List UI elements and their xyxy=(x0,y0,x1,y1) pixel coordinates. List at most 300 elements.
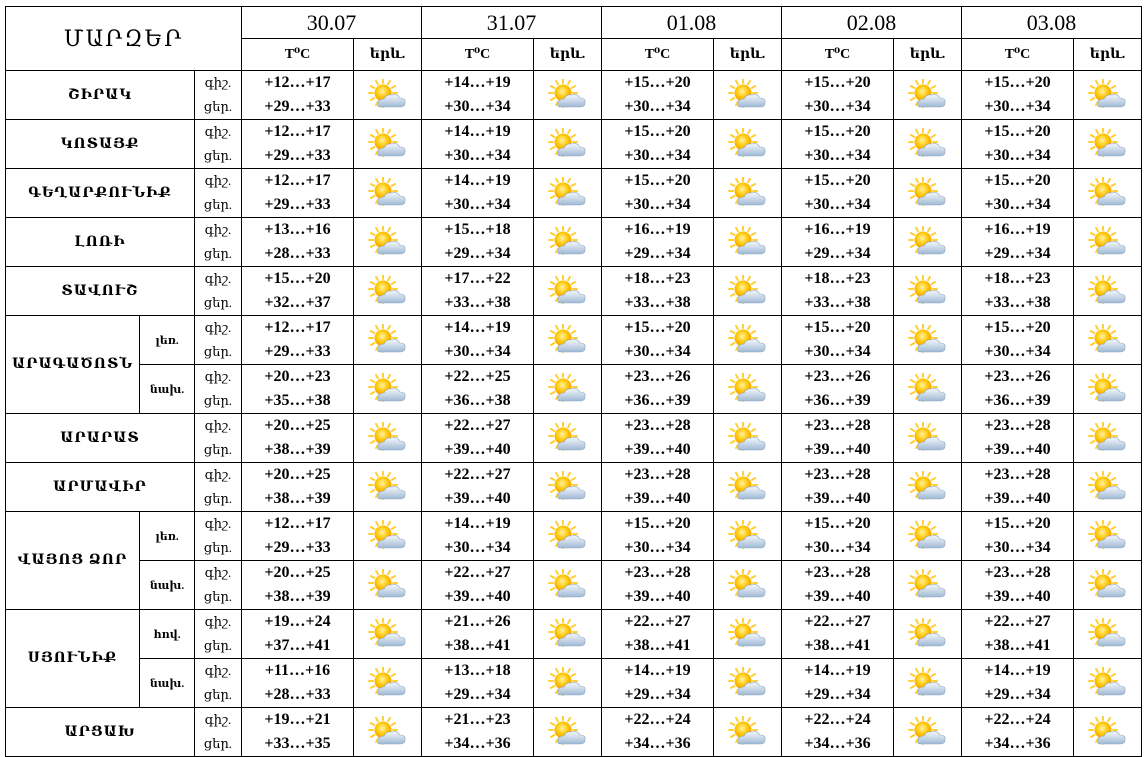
night-temperature: +15…+20 xyxy=(984,123,1051,140)
temperature-cell xyxy=(242,316,354,365)
partly-cloudy-icon xyxy=(894,471,961,503)
night-label: գիշ. xyxy=(204,173,232,188)
weather-cell xyxy=(354,316,422,365)
night-temperature: +16…+19 xyxy=(804,221,871,238)
temperature-cell xyxy=(782,561,894,610)
partly-cloudy-icon xyxy=(354,226,421,258)
night-temperature: +15…+20 xyxy=(984,74,1051,91)
day-temperature: +29…+34 xyxy=(444,686,511,703)
night-temperature: +23…+28 xyxy=(804,417,871,434)
partly-cloudy-icon xyxy=(894,128,961,160)
temperature-cell xyxy=(602,169,714,218)
partly-cloudy-icon xyxy=(714,324,781,356)
partly-cloudy-icon xyxy=(894,226,961,258)
weather-cell xyxy=(534,169,602,218)
day-temperature: +39…+40 xyxy=(624,588,691,605)
night-temperature: +23…+28 xyxy=(624,466,691,483)
weather-cell xyxy=(894,463,962,512)
table-row xyxy=(6,610,1142,659)
temperature-cell xyxy=(422,708,534,757)
night-temperature: +19…+21 xyxy=(264,711,331,728)
night-label: գիշ. xyxy=(204,516,232,531)
weather-cell xyxy=(1074,659,1142,708)
weather-cell xyxy=(1074,708,1142,757)
time-of-day-labels xyxy=(195,708,242,757)
weather-cell xyxy=(1074,218,1142,267)
temperature-cell xyxy=(422,267,534,316)
weather-cell xyxy=(714,71,782,120)
partly-cloudy-icon xyxy=(1074,79,1141,111)
day-temperature: +30…+34 xyxy=(444,539,511,556)
temperature-cell xyxy=(782,414,894,463)
weather-cell xyxy=(714,512,782,561)
partly-cloudy-icon xyxy=(714,520,781,552)
time-of-day-labels xyxy=(195,561,242,610)
weather-cell xyxy=(534,267,602,316)
partly-cloudy-icon xyxy=(714,128,781,160)
night-temperature: +15…+20 xyxy=(804,74,871,91)
day-temperature: +30…+34 xyxy=(984,343,1051,360)
partly-cloudy-icon xyxy=(894,422,961,454)
sub-region-label: նախ. xyxy=(140,561,195,610)
night-temperature: +22…+25 xyxy=(444,368,511,385)
day-temperature: +30…+34 xyxy=(444,343,511,360)
weather-cell xyxy=(894,708,962,757)
temperature-cell xyxy=(602,659,714,708)
sub-region-label: նախ. xyxy=(140,659,195,708)
partly-cloudy-icon xyxy=(354,128,421,160)
date-header: 01.08 xyxy=(602,7,782,39)
partly-cloudy-icon xyxy=(534,422,601,454)
day-temperature: +30…+34 xyxy=(984,98,1051,115)
weather-cell xyxy=(354,120,422,169)
weather-cell xyxy=(714,414,782,463)
night-temperature: +11…+16 xyxy=(264,662,331,679)
day-temperature: +39…+40 xyxy=(444,441,511,458)
night-temperature: +14…+19 xyxy=(804,662,871,679)
table-row xyxy=(6,218,1142,267)
night-temperature: +15…+20 xyxy=(624,319,691,336)
weather-cell xyxy=(714,316,782,365)
night-temperature: +17…+22 xyxy=(444,270,511,287)
weather-cell xyxy=(1074,561,1142,610)
temperature-cell xyxy=(422,316,534,365)
temperature-cell xyxy=(242,610,354,659)
partly-cloudy-icon xyxy=(534,471,601,503)
night-temperature: +15…+20 xyxy=(804,319,871,336)
temperature-cell xyxy=(782,169,894,218)
temperature-cell xyxy=(962,267,1074,316)
partly-cloudy-icon xyxy=(1074,373,1141,405)
weather-cell xyxy=(354,708,422,757)
night-temperature: +22…+24 xyxy=(624,711,691,728)
night-temperature: +22…+24 xyxy=(804,711,871,728)
night-temperature: +22…+27 xyxy=(984,613,1051,630)
day-temperature: +29…+34 xyxy=(984,686,1051,703)
temperature-cell xyxy=(962,512,1074,561)
temperature-cell xyxy=(962,659,1074,708)
day-temperature: +30…+34 xyxy=(624,539,691,556)
weather-cell xyxy=(534,365,602,414)
night-temperature: +22…+27 xyxy=(624,613,691,630)
temperature-cell xyxy=(422,414,534,463)
night-temperature: +23…+28 xyxy=(624,417,691,434)
night-label: գիշ. xyxy=(204,467,232,482)
partly-cloudy-icon xyxy=(714,716,781,748)
day-temperature: +29…+34 xyxy=(444,245,511,262)
temperature-cell xyxy=(422,463,534,512)
partly-cloudy-icon xyxy=(714,226,781,258)
night-temperature: +15…+20 xyxy=(624,123,691,140)
partly-cloudy-icon xyxy=(1074,128,1141,160)
temperature-cell xyxy=(962,316,1074,365)
night-temperature: +15…+20 xyxy=(264,270,331,287)
weather-cell xyxy=(1074,512,1142,561)
night-temperature: +12…+17 xyxy=(264,74,331,91)
weather-cell xyxy=(714,218,782,267)
temperature-cell xyxy=(422,610,534,659)
weather-cell xyxy=(1074,414,1142,463)
weather-cell xyxy=(354,414,422,463)
weather-cell xyxy=(714,463,782,512)
partly-cloudy-icon xyxy=(534,618,601,650)
night-temperature: +23…+28 xyxy=(804,466,871,483)
weather-cell xyxy=(534,414,602,463)
temperature-cell xyxy=(602,365,714,414)
night-temperature: +23…+26 xyxy=(804,368,871,385)
weather-cell xyxy=(354,169,422,218)
weather-cell xyxy=(894,169,962,218)
day-temperature: +30…+34 xyxy=(804,147,871,164)
partly-cloudy-icon xyxy=(894,177,961,209)
night-temperature: +18…+23 xyxy=(624,270,691,287)
temperature-cell xyxy=(422,561,534,610)
night-temperature: +14…+19 xyxy=(444,172,511,189)
day-temperature: +38…+39 xyxy=(264,441,331,458)
temperature-cell xyxy=(962,610,1074,659)
temperature-cell xyxy=(962,169,1074,218)
day-temperature: +30…+34 xyxy=(624,343,691,360)
partly-cloudy-icon xyxy=(894,373,961,405)
date-header: 03.08 xyxy=(962,7,1142,39)
night-temperature: +22…+27 xyxy=(444,417,511,434)
day-label: ցեր. xyxy=(203,99,233,114)
day-label: ցեր. xyxy=(203,344,233,359)
weather-cell xyxy=(354,218,422,267)
partly-cloudy-icon xyxy=(894,79,961,111)
weather-cell xyxy=(534,120,602,169)
weather-cell xyxy=(1074,71,1142,120)
weather-cell xyxy=(534,708,602,757)
temperature-cell xyxy=(242,218,354,267)
day-temperature: +39…+40 xyxy=(444,588,511,605)
temperature-cell xyxy=(602,463,714,512)
temperature-cell xyxy=(962,120,1074,169)
day-label: ցեր. xyxy=(203,393,233,408)
day-label: ցեր. xyxy=(203,687,233,702)
weather-cell xyxy=(534,512,602,561)
region-name: ՍՅՈՒՆԻՔ xyxy=(6,610,140,708)
partly-cloudy-icon xyxy=(1074,422,1141,454)
table-row xyxy=(6,169,1142,218)
region-name: ԿՈՏԱՅՔ xyxy=(6,120,195,169)
day-temperature: +29…+34 xyxy=(804,245,871,262)
day-temperature: +30…+34 xyxy=(444,98,511,115)
night-label: գիշ. xyxy=(204,565,232,580)
night-temperature: +15…+20 xyxy=(624,515,691,532)
partly-cloudy-icon xyxy=(1074,667,1141,699)
partly-cloudy-icon xyxy=(894,569,961,601)
region-name: ՏԱՎՈՒՇ xyxy=(6,267,195,316)
weather-cell xyxy=(1074,169,1142,218)
temperature-cell xyxy=(422,71,534,120)
temperature-cell xyxy=(422,120,534,169)
temperature-cell xyxy=(782,316,894,365)
region-name: ԳԵՂԱՐՔՈՒՆԻՔ xyxy=(6,169,195,218)
night-temperature: +23…+28 xyxy=(984,466,1051,483)
partly-cloudy-icon xyxy=(1074,324,1141,356)
day-temperature: +34…+36 xyxy=(624,735,691,752)
temperature-cell xyxy=(602,218,714,267)
day-temperature: +34…+36 xyxy=(444,735,511,752)
night-temperature: +20…+25 xyxy=(264,564,331,581)
night-temperature: +18…+23 xyxy=(804,270,871,287)
night-temperature: +23…+26 xyxy=(984,368,1051,385)
night-temperature: +14…+19 xyxy=(624,662,691,679)
day-temperature: +39…+40 xyxy=(984,588,1051,605)
night-label: գիշ. xyxy=(204,75,232,90)
weather-cell xyxy=(894,561,962,610)
partly-cloudy-icon xyxy=(714,569,781,601)
night-label: գիշ. xyxy=(204,614,232,629)
weather-cell xyxy=(894,120,962,169)
partly-cloudy-icon xyxy=(534,373,601,405)
weather-cell xyxy=(894,414,962,463)
partly-cloudy-icon xyxy=(534,275,601,307)
region-name: ԱՐՄԱՎԻՐ xyxy=(6,463,195,512)
day-label: ցեր. xyxy=(203,638,233,653)
table-row xyxy=(6,512,1142,561)
night-temperature: +15…+20 xyxy=(804,123,871,140)
weather-cell xyxy=(894,71,962,120)
night-temperature: +15…+20 xyxy=(984,172,1051,189)
temp-column-header: T⁰C xyxy=(602,39,714,71)
partly-cloudy-icon xyxy=(1074,275,1141,307)
night-label: գիշ. xyxy=(204,418,232,433)
temperature-cell xyxy=(602,71,714,120)
region-name: ԱՐԱՐԱՏ xyxy=(6,414,195,463)
temperature-cell xyxy=(242,365,354,414)
day-temperature: +38…+39 xyxy=(264,588,331,605)
partly-cloudy-icon xyxy=(1074,226,1141,258)
partly-cloudy-icon xyxy=(354,520,421,552)
sub-region-label: լեռ. xyxy=(140,316,195,365)
day-temperature: +30…+34 xyxy=(444,196,511,213)
day-temperature: +38…+41 xyxy=(804,637,871,654)
night-temperature: +15…+20 xyxy=(624,172,691,189)
time-of-day-labels xyxy=(195,610,242,659)
weather-cell xyxy=(714,169,782,218)
date-header-row xyxy=(6,7,1142,39)
day-temperature: +30…+34 xyxy=(804,343,871,360)
partly-cloudy-icon xyxy=(534,520,601,552)
temperature-cell xyxy=(242,708,354,757)
temperature-cell xyxy=(422,659,534,708)
weather-column-header: երև. xyxy=(1074,39,1142,71)
night-temperature: +15…+18 xyxy=(444,221,511,238)
table-row xyxy=(6,708,1142,757)
night-temperature: +23…+28 xyxy=(624,564,691,581)
table-row xyxy=(6,316,1142,365)
day-temperature: +38…+39 xyxy=(264,490,331,507)
day-label: ցեր. xyxy=(203,589,233,604)
weather-cell xyxy=(1074,365,1142,414)
table-row xyxy=(6,365,1142,414)
partly-cloudy-icon xyxy=(1074,520,1141,552)
partly-cloudy-icon xyxy=(714,471,781,503)
partly-cloudy-icon xyxy=(354,275,421,307)
table-row xyxy=(6,463,1142,512)
temperature-cell xyxy=(422,218,534,267)
night-temperature: +14…+19 xyxy=(444,515,511,532)
weather-cell xyxy=(534,463,602,512)
sub-region-label: նախ. xyxy=(140,365,195,414)
night-label: գիշ. xyxy=(204,222,232,237)
partly-cloudy-icon xyxy=(894,667,961,699)
partly-cloudy-icon xyxy=(714,177,781,209)
temperature-cell xyxy=(422,512,534,561)
temp-column-header: T⁰C xyxy=(422,39,534,71)
night-temperature: +22…+27 xyxy=(804,613,871,630)
temperature-cell xyxy=(782,659,894,708)
day-label: ցեր. xyxy=(203,442,233,457)
time-of-day-labels xyxy=(195,316,242,365)
date-header: 31.07 xyxy=(422,7,602,39)
night-temperature: +20…+25 xyxy=(264,417,331,434)
weather-cell xyxy=(534,659,602,708)
weather-cell xyxy=(894,316,962,365)
partly-cloudy-icon xyxy=(1074,471,1141,503)
partly-cloudy-icon xyxy=(894,324,961,356)
temperature-cell xyxy=(602,120,714,169)
partly-cloudy-icon xyxy=(1074,177,1141,209)
day-temperature: +30…+34 xyxy=(984,196,1051,213)
day-label: ցեր. xyxy=(203,197,233,212)
temperature-cell xyxy=(962,708,1074,757)
temperature-cell xyxy=(962,414,1074,463)
weather-cell xyxy=(354,71,422,120)
weather-column-header: երև. xyxy=(354,39,422,71)
forecast-body xyxy=(6,71,1142,757)
weather-cell xyxy=(894,610,962,659)
weather-cell xyxy=(714,365,782,414)
night-temperature: +23…+28 xyxy=(984,417,1051,434)
night-temperature: +21…+23 xyxy=(444,711,511,728)
sub-region-label: հով. xyxy=(140,610,195,659)
day-temperature: +28…+33 xyxy=(264,686,331,703)
date-header: 30.07 xyxy=(242,7,422,39)
weather-cell xyxy=(354,365,422,414)
day-temperature: +38…+41 xyxy=(444,637,511,654)
weather-cell xyxy=(534,561,602,610)
temperature-cell xyxy=(962,218,1074,267)
time-of-day-labels xyxy=(195,463,242,512)
night-temperature: +15…+20 xyxy=(624,74,691,91)
night-temperature: +13…+16 xyxy=(264,221,331,238)
table-row xyxy=(6,659,1142,708)
partly-cloudy-icon xyxy=(714,79,781,111)
weather-cell xyxy=(714,659,782,708)
temperature-cell xyxy=(782,218,894,267)
night-temperature: +18…+23 xyxy=(984,270,1051,287)
day-temperature: +28…+33 xyxy=(264,245,331,262)
partly-cloudy-icon xyxy=(354,716,421,748)
weather-cell xyxy=(1074,610,1142,659)
weather-cell xyxy=(714,708,782,757)
partly-cloudy-icon xyxy=(534,716,601,748)
weather-cell xyxy=(1074,316,1142,365)
partly-cloudy-icon xyxy=(714,373,781,405)
time-of-day-labels xyxy=(195,414,242,463)
partly-cloudy-icon xyxy=(1074,716,1141,748)
day-temperature: +34…+36 xyxy=(984,735,1051,752)
night-label: գիշ. xyxy=(204,271,232,286)
night-temperature: +19…+24 xyxy=(264,613,331,630)
region-name: ՎԱՅՈՑ ՁՈՐ xyxy=(6,512,140,610)
day-temperature: +29…+34 xyxy=(984,245,1051,262)
weather-cell xyxy=(354,463,422,512)
day-temperature: +29…+33 xyxy=(264,147,331,164)
weather-cell xyxy=(894,512,962,561)
night-label: գիշ. xyxy=(204,124,232,139)
night-label: գիշ. xyxy=(204,712,232,727)
weather-cell xyxy=(714,610,782,659)
day-temperature: +29…+33 xyxy=(264,196,331,213)
night-temperature: +22…+27 xyxy=(444,564,511,581)
day-temperature: +30…+34 xyxy=(624,196,691,213)
night-temperature: +14…+19 xyxy=(984,662,1051,679)
weather-cell xyxy=(1074,267,1142,316)
temperature-cell xyxy=(422,169,534,218)
day-temperature: +38…+41 xyxy=(984,637,1051,654)
partly-cloudy-icon xyxy=(354,177,421,209)
night-temperature: +14…+19 xyxy=(444,74,511,91)
weather-cell xyxy=(354,659,422,708)
day-temperature: +29…+33 xyxy=(264,98,331,115)
day-temperature: +29…+34 xyxy=(624,686,691,703)
time-of-day-labels xyxy=(195,218,242,267)
temperature-cell xyxy=(242,512,354,561)
partly-cloudy-icon xyxy=(894,520,961,552)
day-temperature: +30…+34 xyxy=(624,147,691,164)
partly-cloudy-icon xyxy=(714,618,781,650)
day-temperature: +30…+34 xyxy=(444,147,511,164)
day-temperature: +39…+40 xyxy=(444,490,511,507)
night-temperature: +12…+17 xyxy=(264,319,331,336)
day-temperature: +36…+38 xyxy=(444,392,511,409)
region-name: ՇԻՐԱԿ xyxy=(6,71,195,120)
day-temperature: +34…+36 xyxy=(804,735,871,752)
page-title: ՄԱՐԶԵՐ xyxy=(6,7,242,71)
partly-cloudy-icon xyxy=(354,569,421,601)
day-label: ցեր. xyxy=(203,295,233,310)
night-label: գիշ. xyxy=(204,369,232,384)
weather-cell xyxy=(894,365,962,414)
temperature-cell xyxy=(782,512,894,561)
night-temperature: +14…+19 xyxy=(444,123,511,140)
night-temperature: +23…+26 xyxy=(624,368,691,385)
temperature-cell xyxy=(782,267,894,316)
